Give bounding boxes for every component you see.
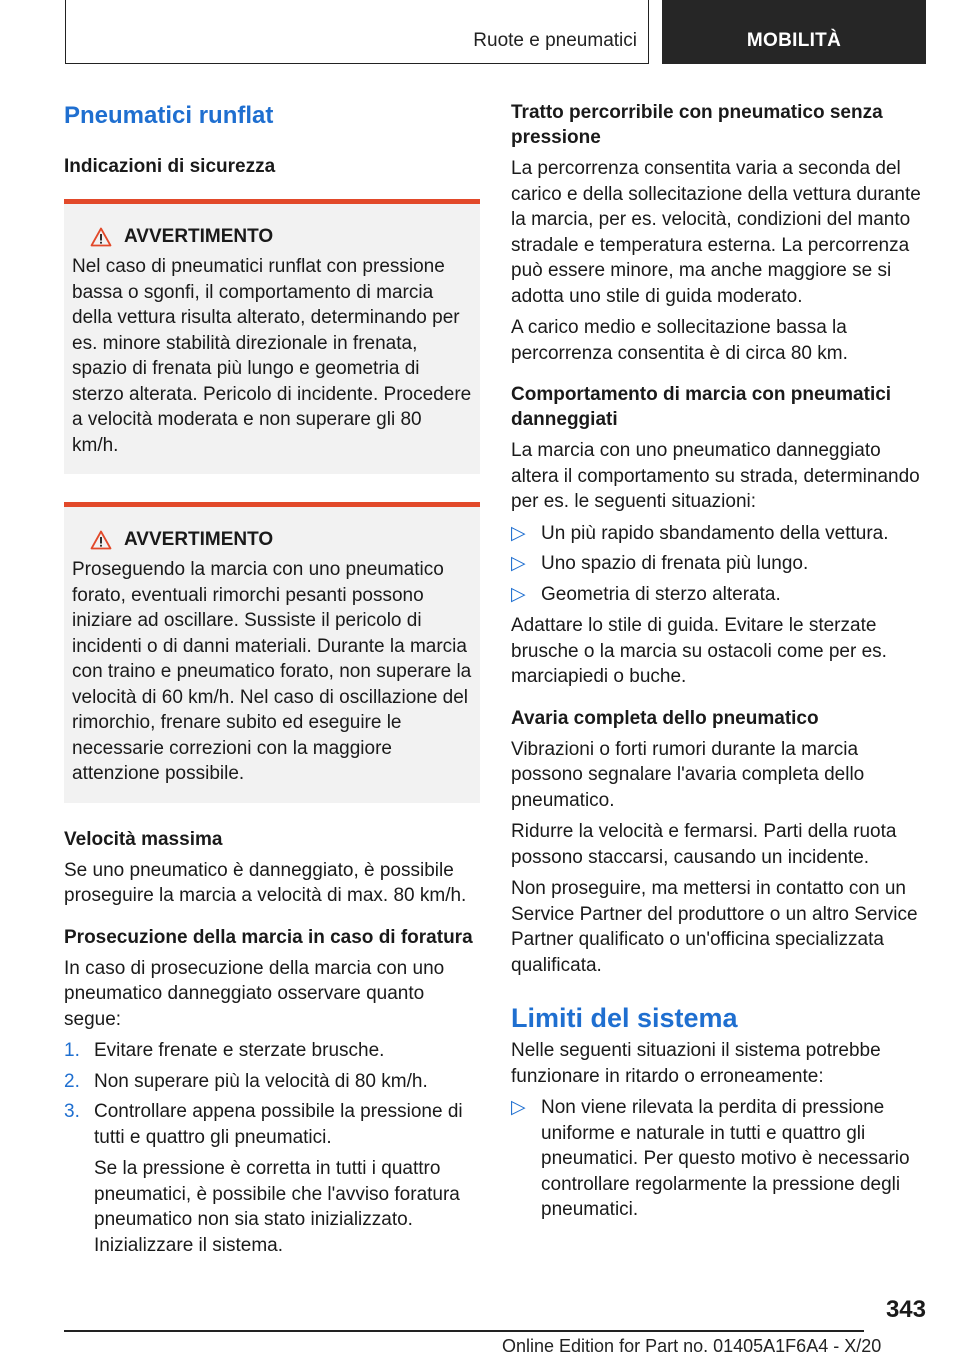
page-number: 343 [885, 1296, 926, 1323]
limits-title: Limiti del sistema [511, 1003, 738, 1033]
bullet-triangle-icon: ▷ [511, 583, 526, 605]
warning-title-1 [72, 226, 472, 248]
failure-text-3: Non proseguire, ma mettersi in contatto con un Service Partner del produttore o un altro Service Partner qualificato o un'officina specializzata qualificata. [511, 878, 918, 976]
limits-list [511, 1095, 926, 1223]
range-heading: Tratto percorribile con pneumatico senza pressione [511, 102, 883, 148]
list-item [64, 1099, 480, 1258]
behaviour-text: La marcia con uno pneumatico danneggiato altera il comportamento su strada, determinando per es. le seguenti situazioni: [511, 440, 920, 512]
warning-triangle-icon [90, 227, 112, 247]
list-item [511, 551, 926, 577]
bullet-triangle-icon: ▷ [511, 1097, 526, 1118]
list-item [511, 521, 926, 547]
warning-box-1 [64, 199, 480, 474]
step-text: Non superare più la velocità di 80 km/h. [94, 1070, 428, 1092]
bullet-triangle-icon: ▷ [511, 522, 526, 544]
step-number: 2. [64, 1070, 80, 1092]
bullet-text: Un più rapido sbandamento della vettura. [541, 522, 889, 544]
failure-text-2: Ridurre la velocità e fermarsi. Parti della ruota possono staccarsi, causando un incidente. [511, 821, 897, 868]
left-column [64, 100, 480, 1258]
right-column [511, 100, 926, 1223]
warning-text-1: Nel caso di pneumatici runflat con pressione bassa o sgonfi, il comportamento di marcia della vettura risulta alterato, determinando per es. minore stabilità direzionale in frenata, spazio di frenata più lungo e geometria di sterzo alterata. Pericolo di incidente. Procedere a velocità moderata e non superare gli 80 km/h. [72, 256, 472, 456]
bullet-text: Non viene rilevata la perdita di pressione uniforme e naturale in tutti e quattro gli pneumatici. Per questo motivo è necessario controllare regolarmente la pressione degli pneumatici. [541, 1097, 910, 1220]
safety-heading: Indicazioni di sicurezza [64, 156, 276, 177]
list-item [64, 1069, 480, 1095]
warning-title-2 [72, 529, 472, 551]
limits-text: Nelle seguenti situazioni il sistema potrebbe funzionare in ritardo o erroneamente: [511, 1040, 881, 1087]
warning-box-2 [64, 502, 480, 803]
speed-heading: Velocità massima [64, 828, 223, 850]
warning-title-text-2: AVVERTIMENTO [124, 529, 274, 550]
list-item [511, 582, 926, 608]
header-section-title: Ruote e pneumatici [473, 30, 637, 51]
bullet-triangle-icon: ▷ [511, 553, 526, 574]
page-title: Pneumatici runflat [64, 102, 274, 129]
step-text: Controllare appena possibile la pressione di tutti e quattro gli pneumatici. [94, 1101, 463, 1148]
step-number: 1. [64, 1040, 80, 1061]
puncture-text: In caso di prosecuzione della marcia con uno pneumatico danneggiato osservare quanto segue: [64, 957, 445, 1030]
step-body [94, 1099, 480, 1258]
list-item [64, 1038, 480, 1064]
step-number: 3. [64, 1101, 80, 1122]
failure-heading: Avaria completa dello pneumatico [511, 707, 819, 729]
list-item [511, 1095, 926, 1223]
puncture-heading: Prosecuzione della marcia in caso di foratura [64, 926, 473, 948]
range-text-2: A carico medio e sollecitazione bassa la percorrenza consentita è di circa 80 km. [511, 317, 848, 364]
header-chapter-tab: MOBILITÀ [662, 0, 926, 64]
step-note: Se la pressione è corretta in tutti i quattro pneumatici, è possibile che l'avviso foratura pneumatico non sia stato inizializzato. Inizializzare il sistema. [94, 1158, 460, 1256]
step-text: Evitare frenate e sterzate brusche. [94, 1040, 385, 1061]
failure-text-1: Vibrazioni o forti rumori durante la marcia possono segnalare l'avaria completa dello pneumatico. [511, 738, 865, 811]
range-text-1: La percorrenza consentita varia a seconda del carico e della sollecitazione della vettura durante la marcia, per es. velocità, condizioni del manto stradale e temperatura esterna. La percorrenza può essere minore, ma anche maggiore se si adotta uno stile di guida moderato. [511, 158, 921, 307]
behaviour-list [511, 521, 926, 608]
bullet-text: Uno spazio di frenata più lungo. [541, 553, 809, 574]
behaviour-after: Adattare lo stile di guida. Evitare le sterzate brusche o la marcia su ostacoli come per es. marciapiedi o buche. [511, 615, 887, 687]
steps-list [64, 1038, 480, 1258]
bullet-text: Geometria di sterzo alterata. [541, 583, 781, 605]
footer-divider [64, 1330, 864, 1332]
warning-title-text-1: AVVERTIMENTO [124, 226, 274, 247]
page-header [65, 0, 926, 64]
warning-triangle-icon [90, 530, 112, 550]
speed-text: Se uno pneumatico è danneggiato, è possibile proseguire la marcia a velocità di max. 80 km/h. [64, 859, 467, 906]
behaviour-heading: Comportamento di marcia con pneumatici danneggiati [511, 384, 892, 430]
edition-note: Online Edition for Part no. 01405A1F6A4 - X/20 [502, 1336, 882, 1356]
warning-text-2: Proseguendo la marcia con uno pneumatico forato, eventuali rimorchi pesanti possono iniziare ad oscillare. Sussiste il pericolo di incidenti o di danni materiali. Durante la marcia con traino e pneumatico forato, non superare la velocità di 60 km/h. Nel caso di oscillazione del rimorchio, frenare subito ed eseguire le necessarie correzioni con la maggiore attenzione possibile. [72, 559, 472, 784]
